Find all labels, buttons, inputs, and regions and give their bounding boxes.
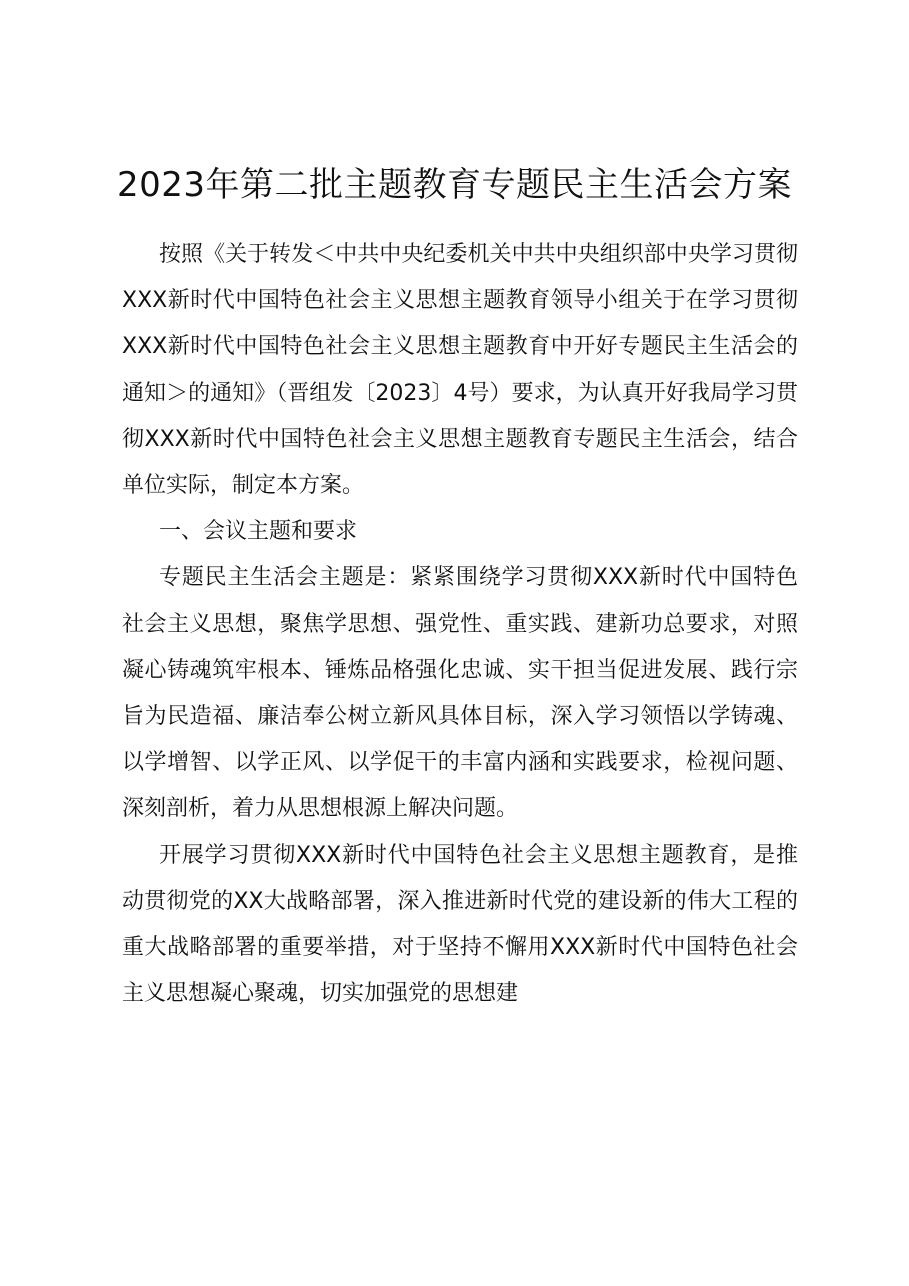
paragraph-intro: 按照《关于转发＜中共中央纪委机关中共中央组织部中央学习贯彻XXX新时代中国特色社会主义思想主题教育领导小组关于在学习贯彻XXX新时代中国特色社会主义思想主题教育中开好专题民主生活会的通知＞的通知》（晋组发〔2023〕4号）要求，为认真开好我局学习贯彻XXX新时代中国特色社会主义思想主题教育专题民主生活会，结合单位实际，制定本方案。 [122,242,798,499]
section-heading-1: 一、会议主题和要求 [159,519,358,545]
document-title: 2023年第二批主题教育专题民主生活会方案 [116,165,793,205]
paragraph-theme: 专题民主生活会主题是：紧紧围绕学习贯彻XXX新时代中国特色社会主义思想，聚焦学思想、强党性、重实践、建新功总要求，对照凝心铸魂筑牢根本、锤炼品格强化忠诚、实干担当促进发展、践行宗旨为民造福、廉洁奉公树立新风具体目标，深入学习领悟以学铸魂、以学增智、以学正风、以学促干的丰富内涵和实践要求，检视问题、深刻剖析，着力从思想根源上解决问题。 [122,565,798,822]
paragraph-significance: 开展学习贯彻XXX新时代中国特色社会主义思想主题教育，是推动贯彻党的XX大战略部署，深入推进新时代党的建设新的伟大工程的重大战略部署的重要举措，对于坚持不懈用XXX新时代中国特色社会主义思想凝心聚魂，切实加强党的思想建 [122,842,798,1007]
document-body [122,232,798,1017]
